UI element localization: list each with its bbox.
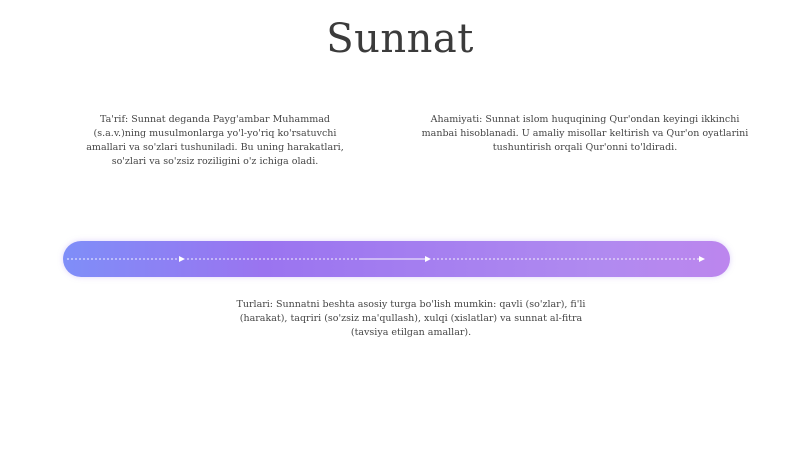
importance-text: Ahamiyati: Sunnat islom huquqining Qur'ondan keyingi ikkinchi manbai hisoblanadi. U amaliy misollar keltirish va Qur'on oyatlarini tushuntirish orqali Qur'onni to'ldiradi. bbox=[421, 114, 749, 153]
page-title: Sunnat bbox=[326, 16, 474, 62]
arrow-right-icon bbox=[179, 256, 185, 262]
arrow-right-icon bbox=[699, 256, 705, 262]
types-text: Turlari: Sunnatni beshta asosiy turga bo'lish mumkin: qavli (so'zlar), fi'li (harakat), taqriri (so'zsiz ma'qullash), xulqi (xislatlar) va sunnat al-fitra (tavsiya etilgan amallar). bbox=[236, 299, 586, 338]
arrow-right-icon bbox=[425, 256, 431, 262]
definition-text: Ta'rif: Sunnat deganda Payg'ambar Muhammad (s.a.v.)ning musulmonlarga yo'l-yo'riq ko'rsatuvchi amallari va so'zlari tushuniladi. Bu uning harakatlari, so'zlari va so'zsiz roziligini o'z ichiga oladi. bbox=[86, 114, 344, 167]
timeline-arrows bbox=[63, 241, 730, 277]
timeline-bar bbox=[63, 241, 730, 277]
